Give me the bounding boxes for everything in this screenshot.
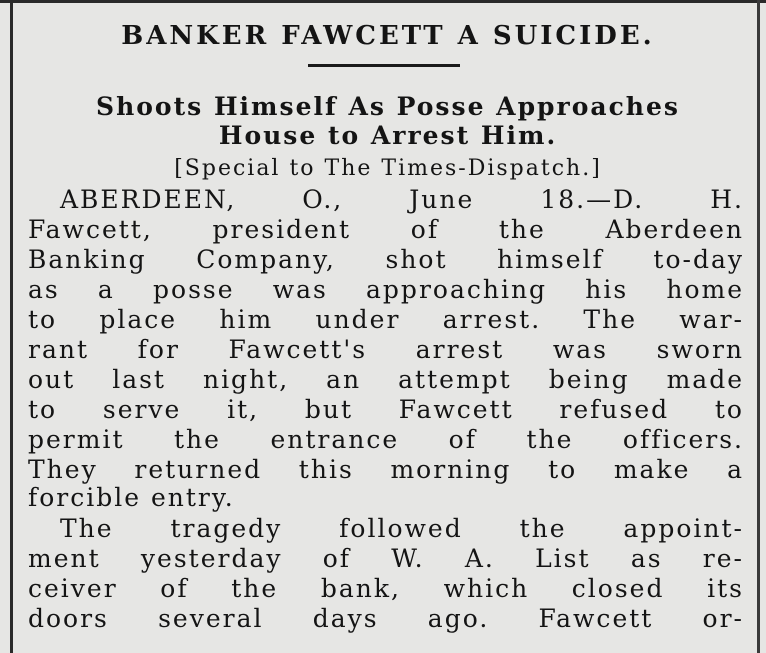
body-line: permit the entrance of the officers. bbox=[28, 425, 744, 454]
body-line: as a posse was approaching his home bbox=[28, 275, 744, 304]
subheadline-line-2: House to Arrest Him. bbox=[218, 121, 558, 150]
headline: BANKER FAWCETT A SUICIDE. bbox=[121, 21, 655, 51]
body-line: ABERDEEN, O., June 18.—D. H. bbox=[60, 185, 744, 214]
body-line: Fawcett, president of the Aberdeen bbox=[28, 215, 744, 244]
left-column-rule bbox=[10, 0, 13, 653]
headline-divider bbox=[308, 64, 460, 67]
body-line: forcible entry. bbox=[28, 483, 235, 512]
body-line: ceiver of the bank, which closed its bbox=[28, 574, 744, 603]
body-line: The tragedy followed the appoint- bbox=[60, 514, 744, 543]
body-line: Banking Company, shot himself to-day bbox=[28, 245, 744, 274]
body-line: They returned this morning to make a bbox=[28, 455, 744, 484]
body-line: to place him under arrest. The war- bbox=[28, 305, 744, 334]
body-line: out last night, an attempt being made bbox=[28, 365, 744, 394]
body-line: rant for Fawcett's arrest was sworn bbox=[28, 335, 744, 364]
dateline-credit: [Special to The Times-Dispatch.] bbox=[174, 156, 602, 181]
subheadline-line-1: Shoots Himself As Posse Approaches bbox=[96, 92, 680, 121]
body-line: doors several days ago. Fawcett or- bbox=[28, 604, 744, 633]
top-border-rule bbox=[0, 0, 766, 3]
body-line: ment yesterday of W. A. List as re- bbox=[28, 544, 744, 573]
body-line: to serve it, but Fawcett refused to bbox=[28, 395, 744, 424]
